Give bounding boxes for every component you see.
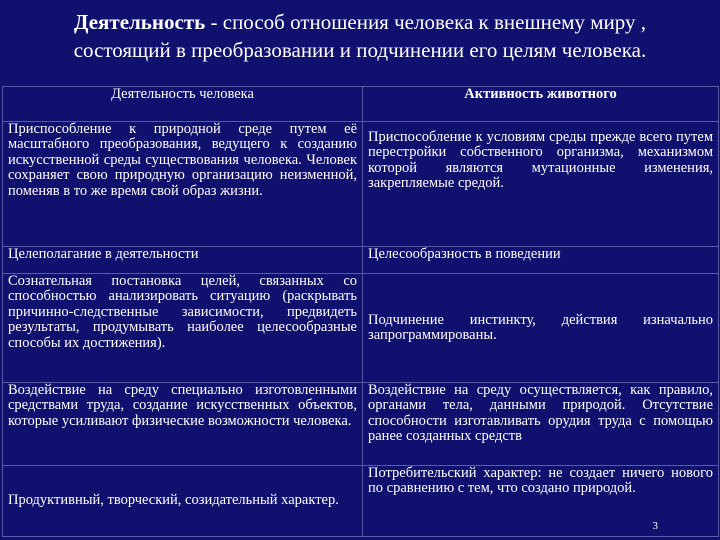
slide-title xyxy=(0,8,720,64)
title-line-1-rest: - способ отношения человека к внешнему миру , xyxy=(205,10,646,34)
cell-animal-body-organs: Воздействие на среду осуществляется, как правило, органами тела, данными природой. Отсутствие способности изготавливать орудия труда с помощью ранее созданных средств xyxy=(363,383,719,466)
table-header-row xyxy=(3,87,719,122)
table-row xyxy=(3,122,719,247)
table-row xyxy=(3,274,719,383)
comparison-table xyxy=(2,86,719,537)
cell-animal-adaptation: Приспособление к условиям среды прежде всего путем перестройки собственного организма, механизмом которой являются мутационные изменения, закрепляемые средой. xyxy=(363,122,719,247)
header-human-activity: Деятельность человека xyxy=(3,87,363,122)
header-animal-activity: Активность животного xyxy=(363,87,719,122)
cell-animal-consumer: Потребительский характер: не создает ничего нового по сравнению с тем, что создано природой. xyxy=(363,466,719,537)
page-number: 3 xyxy=(652,520,658,532)
cell-animal-expediency: Целесообразность в поведении xyxy=(363,247,719,274)
title-line-2: состоящий в преобразовании и подчинении его целям человека. xyxy=(73,38,647,62)
table-row xyxy=(3,383,719,466)
cell-human-adaptation: Приспособление к природной среде путем её масштабного преобразования, ведущего к созданию искусственной среды существования человека. Человек сохраняет свою природную организацию неизменной, поменяв в то же время свой образ жизни. xyxy=(3,122,363,247)
table-row xyxy=(3,247,719,274)
cell-human-tools: Воздействие на среду специально изготовленными средствами труда, создание искусственных объектов, которые усиливают физические возможности человека. xyxy=(3,383,363,466)
cell-human-goal-setting: Целеполагание в деятельности xyxy=(3,247,363,274)
title-term: Деятельность xyxy=(74,10,206,34)
table-row xyxy=(3,466,719,537)
cell-human-productive: Продуктивный, творческий, созидательный характер. xyxy=(3,466,363,537)
cell-animal-instinct: Подчинение инстинкту, действия изначально запрограммированы. xyxy=(363,274,719,383)
title-line-1 xyxy=(0,8,720,36)
cell-human-conscious-goals: Сознательная постановка целей, связанных со способностью анализировать ситуацию (раскрывать причинно-следственные зависимости, предвидеть результаты, продумывать наиболее целесообразные способы их достижения). xyxy=(3,274,363,383)
